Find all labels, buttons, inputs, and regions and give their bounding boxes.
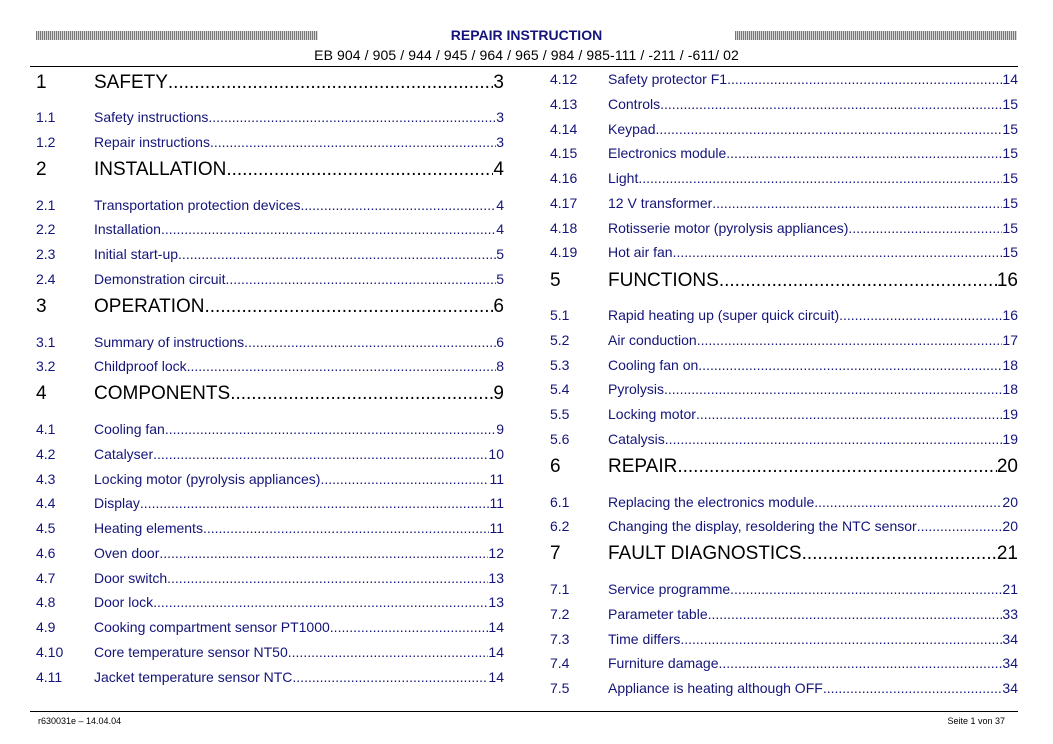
toc-page-number: 6 [493,296,504,317]
toc-entry[interactable] [550,381,1018,397]
toc-page-number: 3 [496,134,504,150]
toc-number: 4.8 [36,594,56,610]
toc-entry[interactable] [550,655,1018,671]
toc-page-number: 4 [493,159,504,180]
toc-entry[interactable] [36,246,504,262]
doc-reference: r630031e – 14.04.04 [38,716,122,726]
toc-number: 7.5 [550,680,570,696]
toc-entry[interactable] [550,244,1018,260]
toc-entry[interactable] [36,134,504,150]
toc-page-number: 18 [1002,357,1018,373]
toc-leader-dots [848,220,1002,236]
toc-leader-dots [320,471,489,487]
toc-number: 4.10 [36,644,64,660]
toc-chapter[interactable] [550,456,1018,478]
toc-number: 1 [36,72,47,93]
toc-entry[interactable] [36,644,504,660]
model-list: EB 904 / 905 / 944 / 945 / 964 / 965 / 984 / 985-111 / -211 / -611/ 02 [314,47,739,63]
toc-label: Electronics module [608,145,727,161]
toc-label: Transportation protection devices [94,197,301,213]
toc-page-number: 33 [1002,606,1018,622]
toc-number: 5.3 [550,357,570,373]
toc-page-number: 34 [1002,631,1018,647]
toc-page-number: 14 [488,669,504,685]
toc-leader-dots [300,197,496,213]
toc-label: Oven door [94,545,160,561]
toc-label: Heating elements [94,520,203,536]
toc-label: COMPONENTS [94,383,231,404]
toc-page-number: 12 [488,545,504,561]
toc-page-number: 11 [489,471,504,487]
toc-number: 2 [36,159,47,180]
toc-page-number: 20 [1002,518,1018,534]
toc-leader-dots [673,244,1003,260]
toc-entry[interactable] [36,334,504,350]
toc-label: Keypad [608,121,656,137]
toc-leader-dots [665,431,1003,447]
toc-page-number: 18 [1002,381,1018,397]
toc-number: 5 [550,270,561,291]
toc-entry[interactable] [36,421,504,437]
toc-entry[interactable] [36,495,504,511]
toc-leader-dots [178,246,496,262]
toc-number: 1.2 [36,134,56,150]
toc-leader-dots [153,594,488,610]
toc-leader-dots [677,456,997,478]
toc-number: 4.4 [36,495,56,511]
toc-page-number: 14 [488,644,504,660]
toc-entry[interactable] [550,307,1018,323]
toc-entry[interactable] [36,570,504,586]
toc-number: 4.3 [36,471,56,487]
toc-leader-dots [839,307,1002,323]
toc-leader-dots [696,406,1002,422]
toc-entry[interactable] [36,197,504,213]
toc-page-number: 5 [496,271,504,287]
toc-leader-dots [168,72,494,94]
toc-label: Initial start-up [94,246,179,262]
toc-page-number: 21 [996,543,1018,564]
toc-label: Cooking compartment sensor PT1000 [94,619,330,635]
toc-number: 7.1 [550,581,570,597]
toc-entry[interactable] [36,520,504,536]
toc-label: Cooling fan [94,421,165,437]
toc-leader-dots [161,221,496,237]
toc-page-number: 9 [493,383,504,404]
toc-label: Pyrolysis [608,381,665,397]
toc-page-number: 14 [488,619,504,635]
toc-entry[interactable] [36,221,504,237]
toc-leader-dots [719,655,1003,671]
toc-number: 2.2 [36,221,56,237]
toc-label: Time differs [608,631,681,647]
toc-number: 3.1 [36,334,56,350]
toc-entry[interactable] [36,109,504,125]
toc-page-number: 10 [488,446,504,462]
toc-page-number: 11 [489,520,504,536]
toc-label: Installation [94,221,161,237]
toc-label: Demonstration circuit [94,271,226,287]
toc-chapter[interactable] [36,159,504,181]
toc-label: Light [608,170,639,186]
toc-label: 12 V transformer [608,195,713,211]
toc-chapter[interactable] [36,72,504,94]
toc-number: 4 [36,383,47,404]
toc-number: 7 [550,543,561,564]
toc-page-number: 15 [1002,220,1018,236]
toc-label: Replacing the electronics module [608,494,815,510]
toc-leader-dots [226,159,493,181]
toc-label: Display [94,495,140,511]
toc-label: Hot air fan [608,244,673,260]
toc-leader-dots [730,581,1002,597]
toc-number: 4.16 [550,170,578,186]
toc-leader-dots [244,334,496,350]
toc-leader-dots [660,96,1002,112]
toc-label: Controls [608,96,661,112]
toc-entry[interactable] [550,170,1018,186]
toc-page-number: 14 [1002,71,1018,87]
toc-number: 4.13 [550,96,578,112]
toc-number: 7.2 [550,606,570,622]
toc-chapter[interactable] [36,296,504,318]
toc-leader-dots [226,271,497,287]
toc-entry[interactable] [36,446,504,462]
toc-entry[interactable] [36,358,504,374]
toc-label: Safety protector F1 [608,71,728,87]
toc-leader-dots [802,543,997,565]
toc-number: 4.7 [36,570,56,586]
toc-page-number: 13 [488,570,504,586]
toc-page-number: 9 [496,421,504,437]
toc-leader-dots [205,296,494,318]
toc-label: Jacket temperature sensor NTC [94,669,293,685]
toc-number: 3.2 [36,358,56,374]
toc-page-number: 15 [1002,195,1018,211]
toc-leader-dots [814,494,1002,510]
toc-number: 5.2 [550,332,570,348]
toc-entry[interactable] [36,471,504,487]
toc-page-number: 15 [1002,170,1018,186]
toc-label: Catalysis [608,431,665,447]
toc-page-number: 13 [488,594,504,610]
toc-entry[interactable] [550,357,1018,373]
toc-entry[interactable] [550,494,1018,510]
toc-label: Childproof lock [94,358,187,374]
toc-label: Changing the display, resoldering the NTC sensor [608,518,917,534]
toc-number: 5.1 [550,307,570,323]
toc-number: 4.6 [36,545,56,561]
toc-label: Rotisserie motor (pyrolysis appliances) [608,220,849,236]
toc-page-number: 8 [496,358,504,374]
toc-entry[interactable] [36,669,504,685]
toc-number: 1.1 [36,109,56,125]
toc-entry[interactable] [550,631,1018,647]
toc-page-number: 17 [1002,332,1018,348]
toc-label: Air conduction [608,332,697,348]
toc-leader-dots [159,545,488,561]
toc-page-number: 5 [496,246,504,262]
toc-entry[interactable] [550,96,1018,112]
toc-page-number: 20 [1002,494,1018,510]
toc-page-number: 34 [1002,680,1018,696]
toc-leader-dots [230,383,493,405]
toc-leader-dots [292,669,488,685]
toc-label: Locking motor (pyrolysis appliances) [94,471,321,487]
toc-page-number: 4 [496,221,504,237]
toc-number: 5.5 [550,406,570,422]
toc-number: 4.15 [550,145,578,161]
toc-leader-dots [664,381,1002,397]
toc-entry[interactable] [550,145,1018,161]
toc-label: Rapid heating up (super quick circuit) [608,307,840,323]
toc-leader-dots [167,570,488,586]
toc-label: INSTALLATION [94,159,227,180]
toc-leader-dots [330,619,489,635]
toc-entry[interactable] [550,71,1018,87]
toc-page-number: 20 [996,456,1018,477]
toc-number: 6.1 [550,494,570,510]
toc-page-number: 6 [496,334,504,350]
toc-leader-dots [208,109,496,125]
page-indicator: Seite 1 von 37 [947,716,1005,726]
toc-entry[interactable] [36,619,504,635]
toc-leader-dots [719,270,997,292]
toc-leader-dots [165,421,496,437]
toc-number: 5.6 [550,431,570,447]
toc-number: 2.3 [36,246,56,262]
toc-chapter[interactable] [550,543,1018,565]
toc-leader-dots [712,195,1002,211]
toc-label: Door lock [94,594,154,610]
toc-leader-dots [203,520,490,536]
toc-number: 4.12 [550,71,578,87]
toc-leader-dots [708,606,1003,622]
toc-label: Core temperature sensor NT50 [94,644,288,660]
toc-number: 2.1 [36,197,56,213]
toc-entry[interactable] [36,594,504,610]
toc-page-number: 15 [1002,96,1018,112]
toc-number: 4.5 [36,520,56,536]
toc-label: REPAIR [608,456,678,477]
toc-number: 4.17 [550,195,578,211]
toc-leader-dots [917,518,1003,534]
footer-rule [30,711,1018,712]
toc-leader-dots [655,121,1002,137]
toc-number: 4.2 [36,446,56,462]
toc-page-number: 34 [1002,655,1018,671]
toc-leader-dots [680,631,1002,647]
toc-number: 4.1 [36,421,56,437]
toc-leader-dots [698,357,1002,373]
toc-label: FAULT DIAGNOSTICS [608,543,802,564]
doc-title: REPAIR INSTRUCTION [450,27,603,43]
toc-entry[interactable] [36,271,504,287]
toc-number: 4.14 [550,121,578,137]
toc-entry[interactable] [550,431,1018,447]
toc-number: 7.3 [550,631,570,647]
toc-chapter[interactable] [550,270,1018,292]
toc-number: 4.19 [550,244,578,260]
toc-label: Appliance is heating although OFF [608,680,823,696]
toc-label: OPERATION [94,296,205,317]
toc-number: 4.11 [36,669,63,685]
toc-entry[interactable] [550,581,1018,597]
toc-page-number: 11 [489,495,504,511]
toc-page-number: 16 [996,270,1018,291]
toc-label: Locking motor [608,406,696,422]
toc-chapter[interactable] [36,383,504,405]
toc-label: SAFETY [94,72,168,93]
toc-entry[interactable] [550,680,1018,696]
toc-entry[interactable] [550,220,1018,236]
toc-number: 5.4 [550,381,570,397]
toc-page-number: 15 [1002,121,1018,137]
toc-page-number: 3 [493,72,504,93]
toc-number: 6.2 [550,518,570,534]
header-rule [30,66,1018,67]
toc-number: 6 [550,456,561,477]
toc-entry[interactable] [36,545,504,561]
toc-entry[interactable] [550,406,1018,422]
toc-number: 2.4 [36,271,56,287]
toc-label: Summary of instructions [94,334,245,350]
toc-number: 7.4 [550,655,570,671]
toc-entry[interactable] [550,332,1018,348]
toc-label: Service programme [608,581,731,597]
toc-number: 4.18 [550,220,578,236]
toc-label: Furniture damage [608,655,719,671]
toc-leader-dots [727,71,1002,87]
toc-page-number: 15 [1002,145,1018,161]
toc-leader-dots [697,332,1003,348]
toc-entry[interactable] [550,121,1018,137]
toc-page-number: 19 [1002,431,1018,447]
toc-entry[interactable] [550,518,1018,534]
toc-label: Repair instructions [94,134,210,150]
toc-label: Parameter table [608,606,708,622]
toc-page-number: 15 [1002,244,1018,260]
toc-entry[interactable] [550,606,1018,622]
toc-leader-dots [140,495,490,511]
toc-leader-dots [726,145,1002,161]
toc-leader-dots [823,680,1003,696]
toc-page-number: 19 [1002,406,1018,422]
toc-leader-dots [153,446,488,462]
toc-entry[interactable] [550,195,1018,211]
toc-leader-dots [210,134,496,150]
toc-page-number: 21 [1002,581,1018,597]
toc-label: Catalyser [94,446,154,462]
toc-leader-dots [638,170,1002,186]
toc-label: FUNCTIONS [608,270,719,291]
toc-leader-dots [288,644,489,660]
toc-leader-dots [187,358,497,374]
toc-number: 4.9 [36,619,56,635]
toc-page-number: 16 [1002,307,1018,323]
toc-label: Safety instructions [94,109,209,125]
toc-label: Door switch [94,570,168,586]
toc-number: 3 [36,296,47,317]
toc-label: Cooling fan on [608,357,699,373]
toc-page-number: 4 [496,197,504,213]
toc-page-number: 3 [496,109,504,125]
